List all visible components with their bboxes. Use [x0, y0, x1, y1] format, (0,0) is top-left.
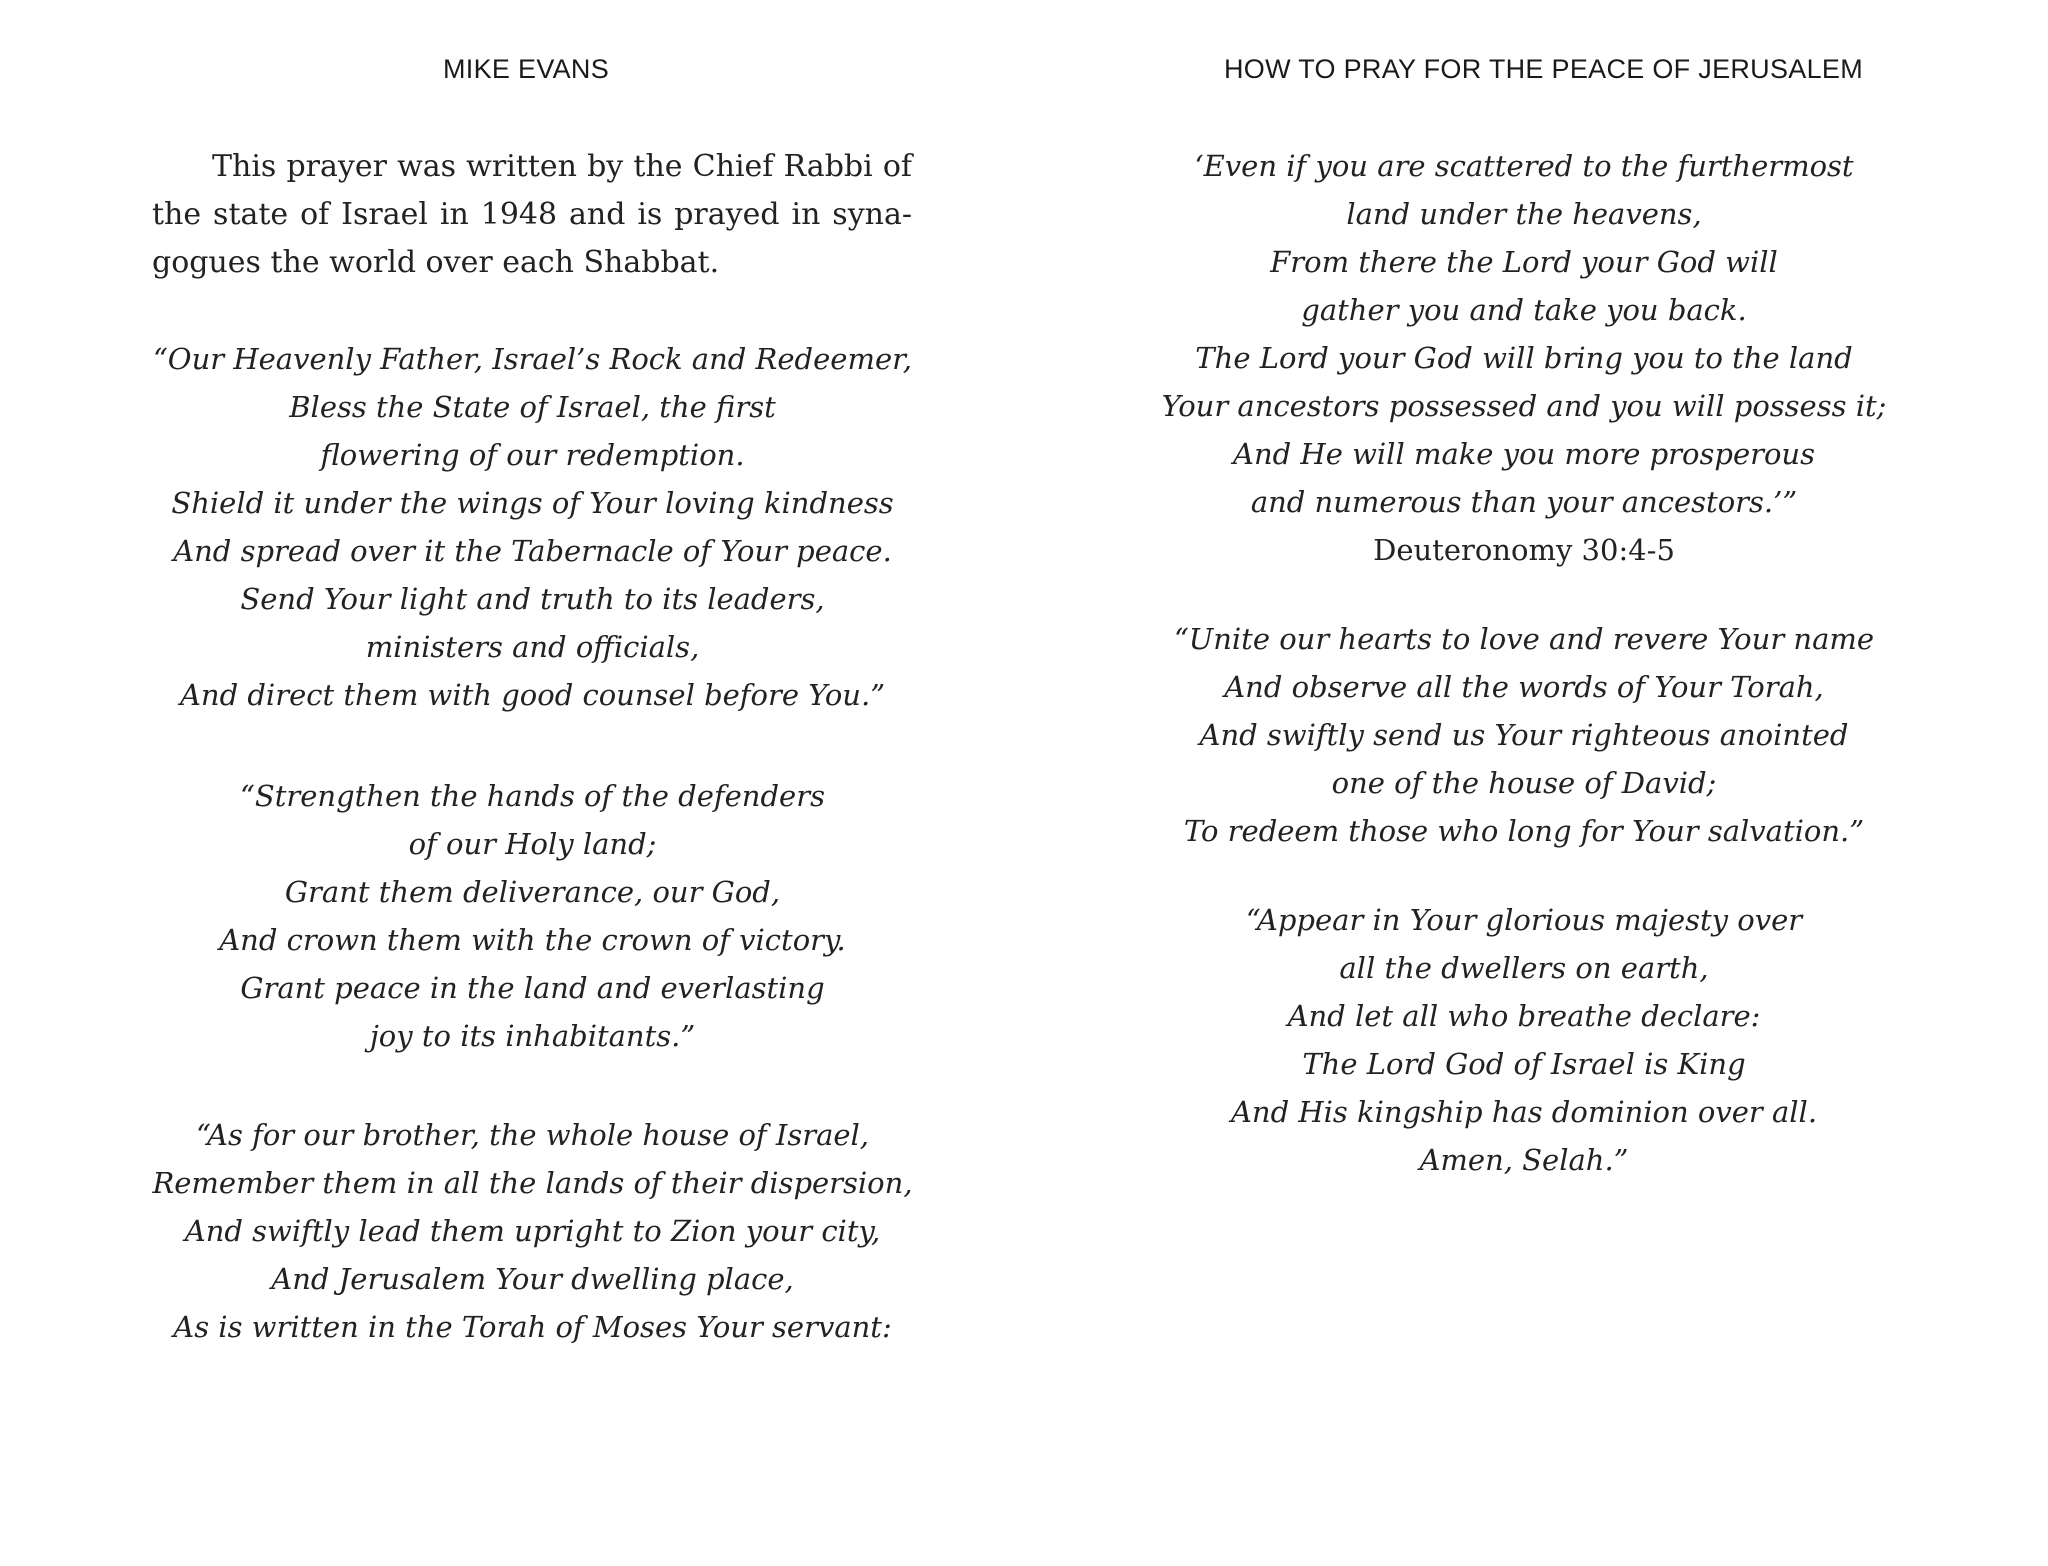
verse-line: one of the house of David;	[1331, 766, 1717, 800]
verse-line: Send Your light and truth to its leaders,	[240, 582, 825, 616]
verse-line: “Appear in Your glorious majesty over	[1245, 903, 1803, 937]
verse-line: Grant them deliverance, our God,	[284, 875, 781, 909]
prayer-stanza	[0, 1111, 1065, 1351]
intro-paragraph	[152, 143, 912, 287]
prayer-stanza	[1024, 615, 2024, 855]
verse-line: And spread over it the Tabernacle of Your peace.	[173, 534, 892, 568]
verse-line: Remember them in all the lands of their dispersion,	[152, 1166, 913, 1200]
right-running-head: HOW TO PRAY FOR THE PEACE OF JERUSALEM	[1224, 54, 1864, 84]
verse-line: ministers and officials,	[365, 630, 700, 664]
intro-line: This prayer was written by the Chief Rabbi of	[212, 149, 912, 184]
verse-line: As is written in the Torah of Moses Your servant:	[173, 1310, 892, 1344]
verse-line: land under the heavens,	[1346, 197, 1702, 231]
verse-line: The Lord your God will bring you to the land	[1195, 341, 1853, 375]
verse-line: all the dwellers on earth,	[1339, 951, 1709, 985]
verse-line: “As for our brother, the whole house of Israel,	[195, 1118, 870, 1152]
verse-line: “Strengthen the hands of the defenders	[240, 779, 825, 813]
prayer-stanza	[1024, 142, 2024, 574]
verse-line: ‘Even if you are scattered to the furthermost	[1194, 149, 1854, 183]
verse-line: And direct them with good counsel before You.”	[179, 678, 886, 712]
verse-line: Your ancestors possessed and you will possess it;	[1161, 389, 1887, 423]
verse-line: And His kingship has dominion over all.	[1230, 1095, 1818, 1129]
verse-line: And let all who breathe declare:	[1287, 999, 1761, 1033]
prayer-stanza	[0, 772, 1065, 1060]
right-page	[1024, 0, 2048, 1566]
verse-line: And crown them with the crown of victory.	[219, 923, 846, 957]
verse-line: Shield it under the wings of Your loving kindness	[171, 486, 894, 520]
prayer-stanza	[1024, 896, 2024, 1184]
verse-line: gather you and take you back.	[1301, 293, 1747, 327]
verse-line: Bless the State of Israel, the first	[289, 390, 776, 424]
verse-line: flowering of our redemption.	[320, 438, 745, 472]
verse-line: of our Holy land;	[408, 827, 657, 861]
left-running-head: MIKE EVANS	[443, 54, 610, 84]
verse-line: joy to its inhabitants.”	[369, 1019, 696, 1053]
intro-line: gogues the world over each Shabbat.	[152, 245, 720, 280]
verse-line: Grant peace in the land and everlasting	[240, 971, 825, 1005]
verse-line: And Jerusalem Your dwelling place,	[271, 1262, 794, 1296]
intro-line: the state of Israel in 1948 and is prayed in syna-	[152, 197, 912, 232]
verse-line: To redeem those who long for Your salvation.”	[1183, 814, 1865, 848]
verse-line: “Unite our hearts to love and revere Your name	[1173, 622, 1875, 656]
verse-line: And observe all the words of Your Torah,	[1224, 670, 1824, 704]
verse-line: And swiftly send us Your righteous anointed	[1199, 718, 1849, 752]
verse-line: “Our Heavenly Father, Israel’s Rock and Redeemer,	[152, 342, 912, 376]
verse-line: The Lord God of Israel is King	[1302, 1047, 1746, 1081]
verse-line: And He will make you more prosperous	[1233, 437, 1815, 471]
prayer-stanza	[0, 335, 1065, 719]
scripture-citation: Deuteronomy 30:4-5	[1373, 533, 1675, 567]
verse-line: From there the Lord your God will	[1270, 245, 1778, 279]
verse-line: And swiftly lead them upright to Zion your city,	[184, 1214, 881, 1248]
verse-line: Amen, Selah.”	[1419, 1143, 1629, 1177]
verse-line: and numerous than your ancestors.’”	[1250, 485, 1798, 519]
